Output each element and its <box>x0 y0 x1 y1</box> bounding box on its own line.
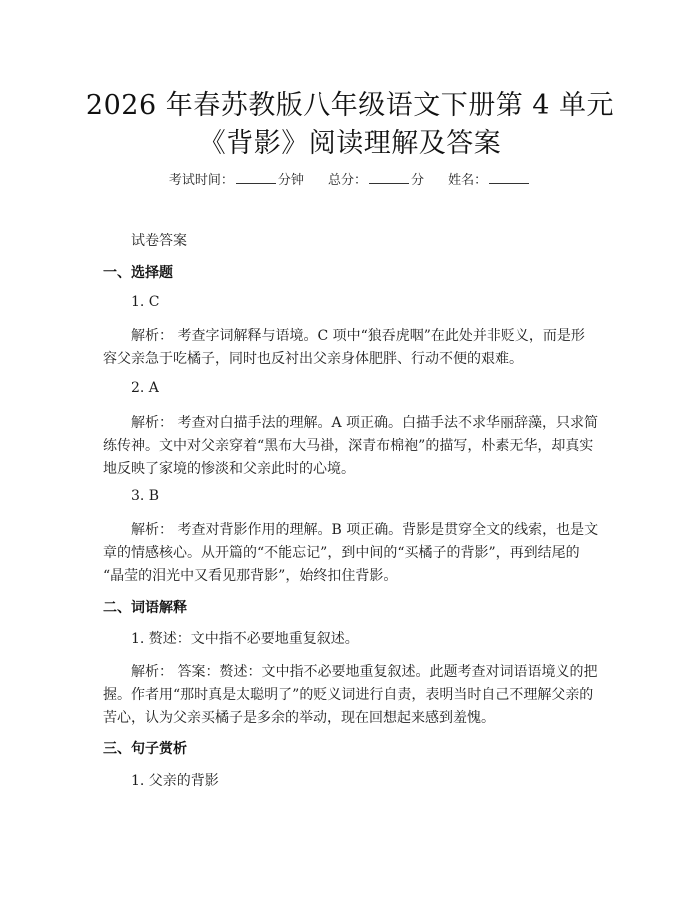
total-score-blank <box>369 172 409 184</box>
answer-choice-2: 2. A <box>131 380 159 396</box>
analysis-choice-3-line-1: 解析： 考查对背影作用的理解。B 项正确。背影是贯穿全文的线索，也是文 <box>131 522 599 538</box>
analysis-choice-3-line-2: 章的情感核心。从开篇的“不能忘记”，到中间的“买橘子的背影”，再到结尾的 <box>103 545 580 561</box>
answer-sentence-1: 1. 父亲的背影 <box>131 773 219 789</box>
exam-time-label: 考试时间： <box>168 173 234 188</box>
section-heading-sentence-appreciation: 三、句子赏析 <box>103 741 187 757</box>
student-name-field <box>448 169 531 188</box>
analysis-vocabulary-1-line-1: 解析： 答案：赘述：文中指不必要地重复叙述。此题考查对词语语境义的把 <box>131 664 598 680</box>
exam-time-unit: 分钟 <box>277 173 304 188</box>
answer-choice-1: 1. C <box>131 294 160 310</box>
exam-info-row <box>0 169 700 188</box>
exam-time-blank <box>236 172 276 184</box>
student-name-blank <box>489 172 529 184</box>
section-heading-choice: 一、选择题 <box>103 265 173 281</box>
total-score-field <box>328 169 424 188</box>
total-score-unit: 分 <box>411 173 425 188</box>
answer-choice-3: 3. B <box>131 488 160 504</box>
exam-time-field <box>169 169 304 188</box>
document-title-line-1: 2026 年春苏教版八年级语文下册第 4 单元 <box>85 90 615 121</box>
analysis-vocabulary-1-line-3: 苦心，认为父亲买橘子是多余的举动，现在回想起来感到羞愧。 <box>103 710 495 726</box>
document-title-line-2: 《背影》阅读理解及答案 <box>198 128 502 159</box>
total-score-label: 总分： <box>327 173 367 188</box>
analysis-choice-1-line-2: 容父亲急于吃橘子，同时也反衬出父亲身体肥胖、行动不便的艰难。 <box>103 351 523 367</box>
analysis-choice-2-line-3: 地反映了家境的惨淡和父亲此时的心境。 <box>103 461 355 477</box>
answers-intro: 试卷答案 <box>131 233 187 249</box>
analysis-choice-1-line-1: 解析： 考查字词解释与语境。C 项中“狼吞虎咽”在此处并非贬义，而是形 <box>131 328 585 344</box>
student-name-label: 姓名： <box>448 173 488 188</box>
analysis-choice-3-line-3: “晶莹的泪光中又看见那背影”，始终扣住背影。 <box>103 568 398 584</box>
answer-vocabulary-1: 1. 赘述：文中指不必要地重复叙述。 <box>131 631 359 647</box>
analysis-choice-2-line-1: 解析： 考查对白描手法的理解。A 项正确。白描手法不求华丽辞藻，只求简 <box>131 415 599 431</box>
section-heading-vocabulary: 二、词语解释 <box>103 600 187 616</box>
analysis-vocabulary-1-line-2: 握。作者用“那时真是太聪明了”的贬义词进行自责，表明当时自己不理解父亲的 <box>103 687 594 703</box>
analysis-choice-2-line-2: 练传神。文中对父亲穿着“黑布大马褂，深青布棉袍”的描写，朴素无华，却真实 <box>103 438 594 454</box>
